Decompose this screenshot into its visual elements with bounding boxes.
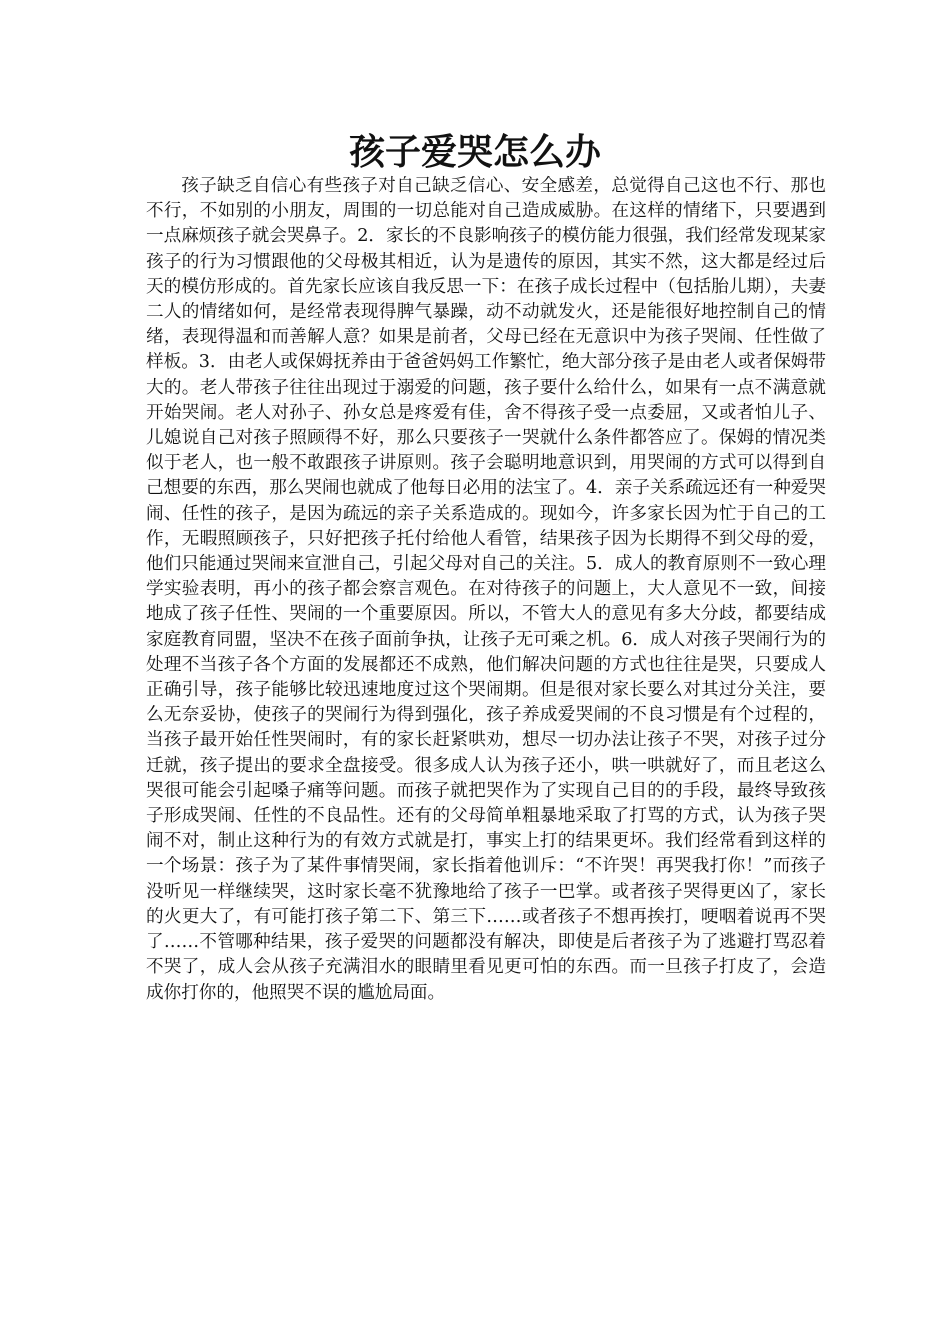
document-title: 孩子爱哭怎么办 bbox=[348, 131, 601, 173]
document-body-paragraph: 孩子缺乏自信心有些孩子对自己缺乏信心、安全感差，总觉得自己这也不行、那也不行，不如别的小朋友，周围的一切总能对自己造成威胁。在这样的情绪下，只要遇到一点麻烦孩子就会哭鼻子。2．家长的不良影响孩子的模仿能力很强，我们经常发现某家孩子的行为习惯跟他的父母极其相近，认为是遗传的原因，其实不然，这大都是经过后天的模仿形成的。首先家长应该自我反思一下：在孩子成长过程中（包括胎儿期），夫妻二人的情绪如何，是经常表现得脾气暴躁，动不动就发火，还是能很好地控制自己的情绪，表现得温和而善解人意？如果是前者，父母已经在无意识中为孩子哭闹、任性做了样板。3．由老人或保姆抚养由于爸爸妈妈工作繁忙，绝大部分孩子是由老人或者保姆带大的。老人带孩子往往出现过于溺爱的问题，孩子要什么给什么，如果有一点不满意就开始哭闹。老人对孙子、孙女总是疼爱有佳，舍不得孩子受一点委屈，又或者怕儿子、儿媳说自己对孩子照顾得不好，那么只要孩子一哭就什么条件都答应了。保姆的情况类似于老人，也一般不敢跟孩子讲原则。孩子会聪明地意识到，用哭闹的方式可以得到自己想要的东西，那么哭闹也就成了他每日必用的法宝了。4．亲子关系疏远还有一种爱哭闹、任性的孩子，是因为疏远的亲子关系造成的。现如今，许多家长因为忙于自己的工作，无暇照顾孩子，只好把孩子托付给他人看管，结果孩子因为长期得不到父母的爱，他们只能通过哭闹来宣泄自己，引起父母对自己的关注。5．成人的教育原则不一致心理学实验表明，再小的孩子都会察言观色。在对待孩子的问题上，大人意见不一致，间接地成了孩子任性、哭闹的一个重要原因。所以，不管大人的意见有多大分歧，都要结成家庭教育同盟，坚决不在孩子面前争执，让孩子无可乘之机。6．成人对孩子哭闹行为的处理不当孩子各个方面的发展都还不成熟，他们解决问题的方式也往往是哭，只要成人正确引导，孩子能够比较迅速地度过这个哭闹期。但是很对家长要么对其过分关注，要么无奈妥协，使孩子的哭闹行为得到强化，孩子养成爱哭闹的不良习惯是有个过程的，当孩子最开始任性哭闹时，有的家长赶紧哄劝，想尽一切办法让孩子不哭，对孩子过分迁就，孩子提出的要求全盘接受。很多成人认为孩子还小，哄一哄就好了，而且老这么哭很可能会引起嗓子痛等问题。而孩子就把哭作为了实现自己目的的手段，最终导致孩子形成哭闹、任性的不良品性。还有的父母简单粗暴地采取了打骂的方式，认为孩子哭闹不对，制止这种行为的有效方式就是打，事实上打的结果更坏。我们经常看到这样的一个场景：孩子为了某件事情哭闹，家长指着他训斥：“不许哭！再哭我打你！”而孩子没听见一样继续哭，这时家长毫不犹豫地给了孩子一巴掌。或者孩子哭得更凶了，家长的火更大了，有可能打孩子第二下、第三下……或者孩子不想再挨打，哽咽着说再不哭了……不管哪种结果，孩子爱哭的问题都没有解决，即使是后者孩子为了逃避打骂忍着不哭了，成人会从孩子充满泪水的眼睛里看见更可怕的东西。而一旦孩子打皮了，会造成你打你的，他照哭不误的尴尬局面。 bbox=[146, 176, 826, 1003]
